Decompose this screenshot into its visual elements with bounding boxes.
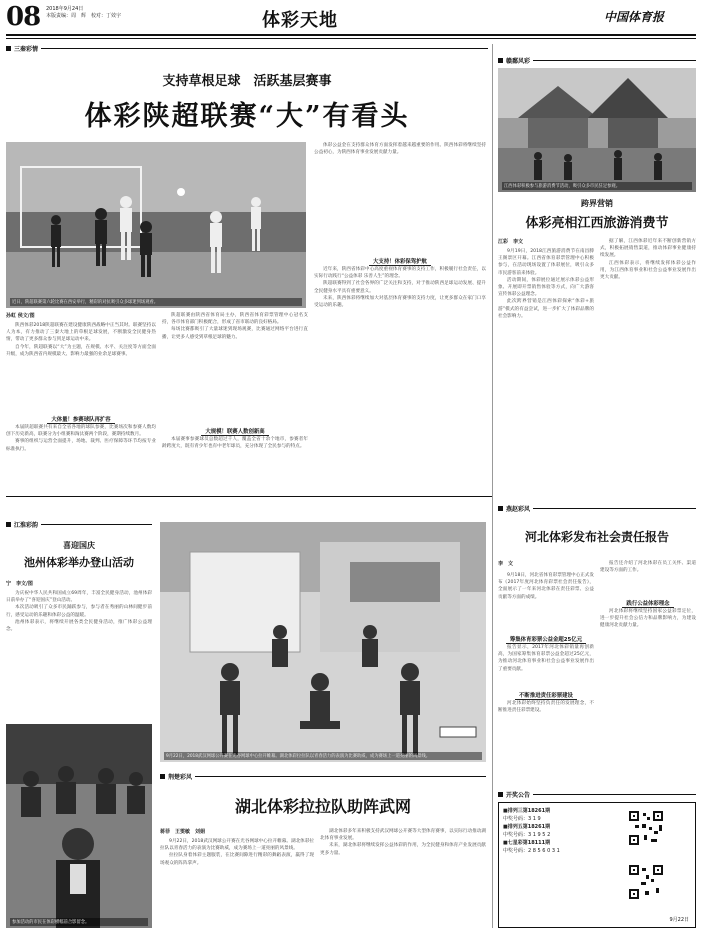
paragraph: 9月18日，河北省体育彩票管理中心正式发布《2017年度河北体育彩票社会责任报告》，全面展示了一年来河北体彩在责任彩票、公益贡献等方面的成绩。 <box>498 573 594 600</box>
paragraph: 为庆祝中华人民共和国成立69周年，丰富全民健身活动，池州体彩日前举办了“喜迎国庆”登山活动。 <box>6 591 152 604</box>
chizhou-photo-caption: 参加活动的市民在体彩横幅前合影留念。 <box>10 918 148 926</box>
qr-code-icon <box>627 809 665 847</box>
square-bullet-icon <box>498 506 503 511</box>
shaanxi-headline: 体彩陕超联赛“大”有看头 <box>84 101 410 132</box>
paragraph: 湖北体彩多年来积极支持武汉网球公开赛等大型体育赛事，以实际行动推动湖北体育事业发展。 <box>320 829 486 842</box>
draw-results-column-tag <box>498 790 696 799</box>
column-tag-label: 三秦彩情 <box>14 46 39 53</box>
square-bullet-icon <box>160 774 165 779</box>
paragraph: 报告显示，2017年河北体彩销量再创新高，为国家筹集体育彩票公益金超过25亿元，为推动河北体育事业和社会公益事业发展作出了重要贡献。 <box>498 645 594 672</box>
chizhou-byline: 宁 李文/图 <box>6 581 33 587</box>
shaanxi-subheading-3 <box>314 256 486 266</box>
hebei-subheading-2 <box>498 690 594 700</box>
shaanxi-col2b <box>162 436 308 490</box>
draw-date: 9月22日 <box>669 917 689 923</box>
shaanxi-subheading-2 <box>162 426 308 436</box>
paragraph: 此次跨界营销是江西体彩探索“体彩+旅游”模式的有益尝试，进一步扩大了体彩品牌的社会影响力。 <box>498 299 594 319</box>
draw-line: ■七星彩第18111期 <box>503 840 551 846</box>
jiangxi-column-tag <box>498 56 696 65</box>
column-tag-label: 赣鄱风彩 <box>506 58 531 65</box>
jiangxi-headline: 体彩亮相江西旅游消费节 <box>525 216 669 231</box>
square-bullet-icon <box>498 58 503 63</box>
soccer-photo-caption: 近日，陕超联赛第六轮比赛在西安举行，精彩的对抗吸引众多球迷到场观看。 <box>10 298 302 306</box>
section-rule <box>6 496 492 497</box>
square-bullet-icon <box>6 46 11 51</box>
chizhou-kicker: 喜迎国庆 <box>63 540 95 550</box>
shaanxi-col2 <box>162 312 308 422</box>
paragraph: 未来，湖北体彩将继续发挥公益体彩的作用，为全民健身和体育产业发展贡献更多力量。 <box>320 843 486 856</box>
paragraph: 赛事的组织与运营全面提升，场地、裁判、医疗保障等环节均按专业标准执行。 <box>6 439 156 452</box>
subheading-text: 大规模！联赛人数创新高 <box>201 429 268 436</box>
jiangxi-kicker: 跨界营销 <box>581 198 613 208</box>
shaanxi-column-tag <box>6 44 488 53</box>
qr-code-icon <box>627 863 665 901</box>
jiangxi-col2 <box>600 238 696 490</box>
draw-results-list <box>503 807 621 855</box>
paragraph: 陕西体彩2018陕超联赛在建设健康陕西战略中正当其时。联赛坚持以人为本，有力推动了三秦大地上的草根足球发展，不断激发全民健身热情，带动了更多群众参与到足球运动中来。 <box>6 323 156 343</box>
tag-rule <box>533 794 696 795</box>
page-number: 08 <box>6 2 41 32</box>
editor-line: 本版责编：周 辉 校对：丁效宇 <box>46 13 122 19</box>
paragraph: 河北体彩将继续坚持国家公益彩票定位，进一步提升社会公信力和品牌影响力，为建设健康河北贡献力量。 <box>600 609 696 629</box>
paragraph: 据了解，江西体彩近年来不断创新营销方式，积极拓展销售渠道，推动体彩事业健康持续发展。 <box>600 239 696 259</box>
subheading-text: 大体量！参赛球队再扩容 <box>47 417 114 424</box>
shaanxi-col1 <box>6 322 156 410</box>
shaanxi-col3b <box>314 266 486 490</box>
hebei-col1b <box>498 644 594 688</box>
shaanxi-col3 <box>314 142 486 250</box>
column-tag-label: 荆楚彩风 <box>168 774 193 781</box>
shaanxi-col1b <box>6 424 156 490</box>
chizhou-photo-graphic <box>6 724 152 928</box>
column-tag-label: 江淮彩韵 <box>14 522 39 529</box>
hebei-subheading-3 <box>600 598 696 608</box>
square-bullet-icon <box>498 792 503 797</box>
subheading-text: 不断推进责任彩票建设 <box>515 693 577 700</box>
paragraph: 江西体彩表示，将继续发挥体彩公益作用，为江西体育事业和社会公益事业发展作出更大贡献。 <box>600 260 696 281</box>
hebei-headline: 河北体彩发布社会责任报告 <box>524 530 669 544</box>
jiangxi-photo <box>498 68 696 192</box>
hebei-column-tag <box>498 504 696 513</box>
issue-date: 2018年9月24日 <box>46 6 84 12</box>
top-rule-thin <box>6 38 696 39</box>
top-rule <box>6 34 696 36</box>
paragraph: 河北体彩始终坚持负责任的发展理念，不断推进责任彩票建设。 <box>498 701 594 714</box>
paragraph: 活动期间，体彩展位通过展示体彩公益形象、开展即开票销售体验等方式，向广大游客宣传体彩公益理念。 <box>498 277 594 298</box>
column-divider <box>492 44 493 928</box>
cheerleader-photo <box>160 522 486 762</box>
draw-results-box <box>498 802 696 928</box>
hubei-headline: 湖北体彩拉拉队助阵武网 <box>234 797 411 816</box>
jiangxi-col1 <box>498 248 594 490</box>
subheading-text: 大支持！体彩保驾护航 <box>369 259 431 266</box>
soccer-photo-graphic <box>6 142 306 308</box>
paragraph: 本届赛事参赛球员总数超过千人，覆盖全省十余个地市，参赛者年龄跨度大，既有青少年也有中老年球员，充分体现了全民参与的特点。 <box>162 437 308 450</box>
tag-rule <box>41 48 488 49</box>
jiangxi-photo-graphic <box>498 68 696 192</box>
column-tag-label: 开奖公告 <box>506 792 531 799</box>
paragraph: 陕超联赛得到了社会各界的广泛关注和支持，对于推动陕西足球运动发展、提升全民健身水平具有重要意义。 <box>314 281 486 294</box>
chizhou-column-tag <box>6 520 152 529</box>
paragraph: 9月22日，2018武汉网球公开赛在光谷网球中心拉开帷幕。湖北体彩拉拉队以青春活力的表演为比赛助威，成为赛场上一道亮丽的风景线。 <box>160 839 314 852</box>
paragraph: 陕超联赛由陕西省体育局主办，陕西省体育彩票管理中心冠名支持，各市体育部门积极配合，形成了省市联动的良好格局。 <box>162 313 308 326</box>
tag-rule <box>41 524 152 525</box>
paragraph: 体彩公益金在支持群众体育方面发挥着越来越重要的作用。陕西体彩将继续坚持公益初心，为陕西体育事业发展贡献力量。 <box>314 143 486 156</box>
hebei-col1 <box>498 572 594 632</box>
subheading-text: 践行公益体彩理念 <box>622 601 673 608</box>
paragraph: 拉拉队身着体彩主题服装，在比赛间隙进行精彩的舞蹈表演，赢得了现场观众的阵阵掌声。 <box>160 853 314 866</box>
draw-line: 中奖号码：3 1 9 5 2 <box>503 832 551 838</box>
paragraph: 报告还介绍了河北体彩在员工关怀、渠道建设等方面的工作。 <box>600 561 696 574</box>
jiangxi-byline: 江彩 李文 <box>498 239 524 245</box>
chizhou-photo <box>6 724 152 928</box>
hebei-byline: 李 文 <box>498 561 514 567</box>
shaanxi-photo-byline: 孙虹 侯文/图 <box>6 313 35 319</box>
jiangxi-photo-caption: 江西体彩积极参与旅游消费节活动，吸引众多市民驻足参观。 <box>502 182 692 190</box>
chizhou-headline: 池州体彩举办登山活动 <box>24 556 134 569</box>
draw-line: ■排列三第18261期 <box>503 808 551 814</box>
tag-rule <box>195 776 486 777</box>
paragraph: 本届陕超联赛共有来自全省各地的球队参赛，比赛场次和参赛人数均创下历史新高，联赛分为小组赛和淘汰赛两个阶段，赛期持续数月。 <box>6 425 156 438</box>
hebei-subheading-1 <box>498 634 594 644</box>
tag-rule <box>533 508 696 509</box>
shaanxi-kicker: 支持草根足球 活跃基层赛事 <box>162 74 332 89</box>
hebei-col2b <box>600 608 696 716</box>
hubei-col1 <box>160 838 314 928</box>
paragraph: 每场比赛都吸引了大量球迷到现场观赛，比赛通过网络平台进行直播，让更多人感受到草根足球的魅力。 <box>162 327 308 340</box>
hebei-col1c <box>498 700 594 716</box>
paper-name: 中国体育报 <box>604 10 665 24</box>
subheading-text: 筹集体育彩票公益金超25亿元 <box>506 637 586 644</box>
masthead-meta <box>46 6 166 20</box>
paragraph: 本次活动吸引了众多市民踊跃参与，参与者在秀丽的山林间健步前行，感受运动的乐趣和体彩公益的温暖。 <box>6 605 152 618</box>
draw-line: 中奖号码：2 8 5 6 0 3 1 <box>503 848 560 854</box>
hubei-column-tag <box>160 772 486 781</box>
shaanxi-subheading-1 <box>6 414 156 424</box>
paragraph: 近年来，陕西省体彩中心高度重视体育赛事的支持工作，积极履行社会责任，以实际行动践行“公益体彩 乐善人生”的理念。 <box>314 267 486 280</box>
paragraph: 池州体彩表示，将继续开展各类全民健身活动，推广体彩公益理念。 <box>6 619 152 633</box>
section-title: 体彩天地 <box>262 10 338 31</box>
draw-line: 中奖号码：3 1 9 <box>503 816 541 822</box>
cheerleader-photo-graphic <box>160 522 486 762</box>
hebei-col2 <box>600 560 696 594</box>
paragraph: 自今年，陕超联赛以“大”为主题，在规模、水平、关注度等方面全面升级，成为陕西省内规模最大、影响力最强的业余足球赛事。 <box>6 344 156 357</box>
paragraph: 未来，陕西体彩将继续加大对基层体育赛事的支持力度，让更多群众在家门口享受运动的乐趣。 <box>314 295 486 309</box>
draw-line: ■排列五第18261期 <box>503 824 551 830</box>
soccer-photo <box>6 142 306 308</box>
hubei-byline: 蒋菲 王雯敏 刘娟 <box>160 829 206 835</box>
column-tag-label: 燕赵彩风 <box>506 506 531 513</box>
cheerleader-photo-caption: 9月22日，2018武汉网球公开赛在光谷网球中心拉开帷幕。湖北体彩拉拉队以青春活力的表演为比赛助威，成为赛场上一道亮丽的风景线。 <box>164 752 482 760</box>
square-bullet-icon <box>6 522 11 527</box>
paragraph: 9月19日，2018江西旅游消费节在南昌滕王阁景区开幕。江西省体育彩票管理中心积极参与，在活动现场设置了体彩展位，吸引众多市民游客前来体验。 <box>498 249 594 276</box>
tag-rule <box>533 60 696 61</box>
hubei-col2 <box>320 828 486 928</box>
chizhou-text <box>6 590 152 720</box>
